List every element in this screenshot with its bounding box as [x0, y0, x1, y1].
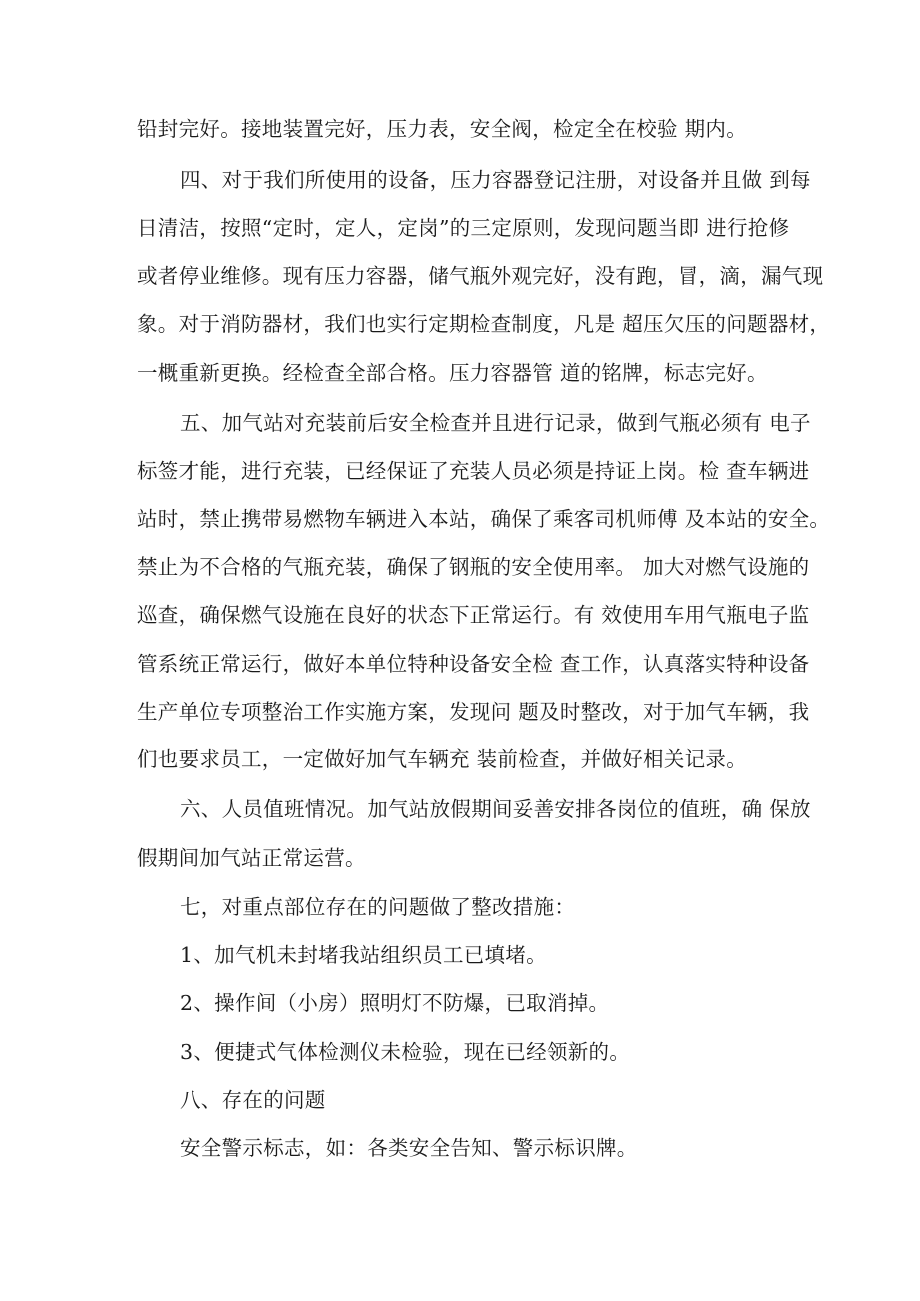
section-7-heading: 七，对重点部位存在的问题做了整改措施： — [180, 895, 576, 919]
paragraph-4-line: 四、对于我们所使用的设备，压力容器登记注册，对设备并且做 到每 — [180, 168, 811, 192]
paragraph-4-line: 日清洁，按照“定时，定人，定岗”的三定原则，发现问题当即 进行抢修 — [137, 216, 790, 240]
paragraph-5-line: 们也要求员工，一定做好加气车辆充 装前检查，并做好相关记录。 — [137, 747, 748, 771]
paragraph-4-line: 一概重新更换。经检查全部合格。压力容器管 道的铭牌，标志完好。 — [137, 361, 768, 385]
paragraph-5-line: 巡查，确保燃气设施在良好的状态下正常运行。有 效使用车用气瓶电子监 — [137, 603, 810, 627]
paragraph-5-line: 站时，禁止携带易燃物车辆进入本站，确保了乘客司机师傅 及本站的安全。 — [137, 507, 831, 531]
paragraph-5-line: 禁止为不合格的气瓶充装，确保了钢瓶的安全使用率。 加大对燃气设施的 — [137, 555, 810, 579]
section-8-heading: 八、存在的问题 — [180, 1088, 326, 1112]
paragraph-4-line: 或者停业维修。现有压力容器，储气瓶外观完好，没有跑，冒，滴，漏气现 — [137, 264, 824, 288]
paragraph-4-line: 象。对于消防器材，我们也实行定期检查制度，凡是 超压欠压的问题器材， — [137, 312, 831, 336]
paragraph-5-line: 生产单位专项整治工作实施方案，发现问 题及时整改，对于加气车辆，我 — [137, 700, 810, 724]
list-item: 1、加气机未封堵我站组织员工已填堵。 — [180, 943, 547, 967]
text-line: 安全警示标志，如：各类安全告知、警示标识牌。 — [180, 1136, 638, 1160]
list-item: 3、便捷式气体检测仪未检验，现在已经领新的。 — [180, 1040, 631, 1064]
list-item: 2、操作间（小房）照明灯不防爆，已取消掉。 — [180, 991, 610, 1015]
paragraph-6-line: 假期间加气站正常运营。 — [137, 846, 366, 870]
text-line: 铅封完好。接地装置完好，压力表，安全阀，检定全在校验 期内。 — [137, 117, 748, 141]
paragraph-6-line: 六、人员值班情况。加气站放假期间妥善安排各岗位的值班，确 保放 — [180, 797, 811, 821]
paragraph-5-line: 标签才能，进行充装，已经保证了充装人员必须是持证上岗。检 查车辆进 — [137, 459, 810, 483]
paragraph-5-line: 五、加气站对充装前后安全检查并且进行记录，做到气瓶必须有 电子 — [180, 411, 811, 435]
paragraph-5-line: 管系统正常运行，做好本单位特种设备安全检 查工作，认真落实特种设备 — [137, 652, 810, 676]
